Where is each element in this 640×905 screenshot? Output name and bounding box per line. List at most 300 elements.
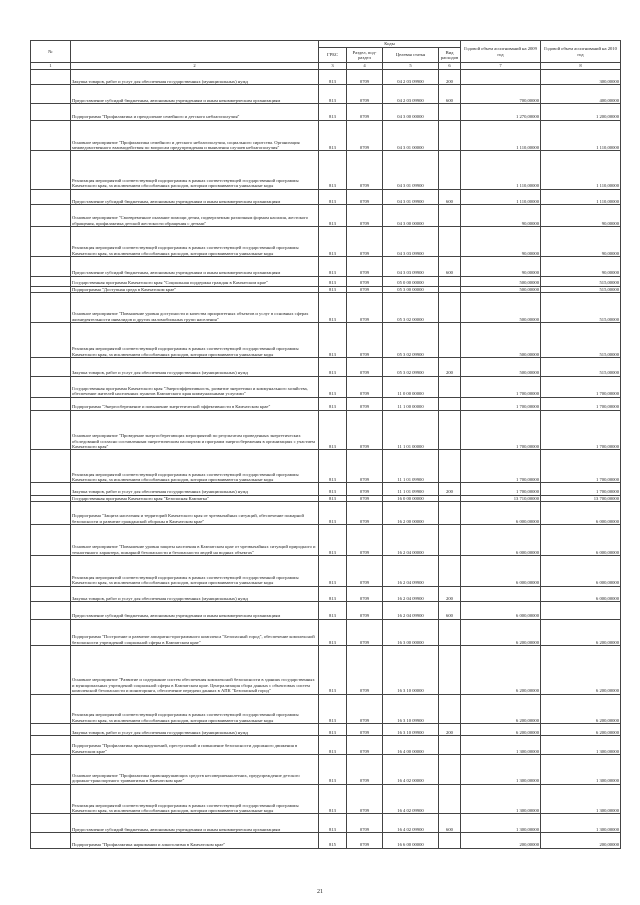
row-number-cell [31,70,71,85]
table-row [31,85,621,104]
row-sum-2010-cell: 1 110,00000 [541,151,621,190]
row-number-cell [31,619,71,645]
row-sum-2009-cell: 500,00000 [461,322,541,357]
row-section-cell: 0709 [347,189,383,204]
table-row [31,602,621,620]
table-row [31,784,621,814]
table-row [31,833,621,848]
row-sum-2009-cell: 700,00000 [461,85,541,104]
row-sum-2009-cell: 500,00000 [461,293,541,323]
row-section-cell: 0709 [347,602,383,620]
index-cell: 7 [461,63,541,70]
row-grbs-cell: 813 [319,376,347,397]
header-article: Целевая статья [383,48,439,63]
row-article-cell: 04 3 03 09900 [383,256,439,276]
row-grbs-cell: 813 [319,151,347,190]
row-article-cell: 11 1 00 00000 [383,397,439,410]
row-article-cell: 04 3 01 00000 [383,120,439,151]
row-sum-2009-cell: 1 300,00000 [461,755,541,785]
row-name-cell: Подпрограмма "Защита населения и территорий Камчатского края от чрезвычайных ситуаций, обеспечение пожарной безопасности и развитие гражданской обороны в Камчатском крае" [71,502,319,525]
table-row [31,376,621,397]
table-row [31,276,621,286]
row-sum-2009-cell: 1 700,00000 [461,410,541,450]
row-section-cell: 0709 [347,724,383,736]
row-article-cell: 04 2 03 09900 [383,70,439,85]
row-grbs-cell: 813 [319,189,347,204]
row-section-cell: 0709 [347,205,383,227]
row-number-cell [31,755,71,785]
row-sum-2009-cell: 6 000,00000 [461,602,541,620]
row-sum-2009-cell: 500,00000 [461,286,541,293]
row-number-cell [31,322,71,357]
row-section-cell: 0709 [347,586,383,601]
row-grbs-cell: 813 [319,120,347,151]
row-sum-2009-cell: 1 110,00000 [461,151,541,190]
row-name-cell: Предоставление субсидий бюджетным, автономным учреждениям и иным некоммерческим организациям [71,256,319,276]
row-grbs-cell: 813 [319,586,347,601]
row-article-cell: 11 1 01 09900 [383,450,439,483]
row-section-cell: 0709 [347,120,383,151]
row-article-cell: 04 2 03 09900 [383,85,439,104]
row-sum-2009-cell [461,586,541,601]
row-sum-2010-cell [541,602,621,620]
table-row [31,151,621,190]
row-number-cell [31,256,71,276]
row-exp-type-cell [439,736,461,755]
row-article-cell: 16 3 00 00000 [383,619,439,645]
row-sum-2009-cell: 90,00000 [461,256,541,276]
row-grbs-cell: 813 [319,410,347,450]
row-article-cell: 11 1 01 09900 [383,483,439,495]
row-grbs-cell: 813 [319,293,347,323]
row-grbs-cell: 813 [319,286,347,293]
row-sum-2010-cell: 1 700,00000 [541,397,621,410]
row-grbs-cell: 813 [319,276,347,286]
row-article-cell: 16 3 10 00000 [383,646,439,694]
index-cell: 3 [319,63,347,70]
row-grbs-cell: 813 [319,495,347,502]
table-row [31,525,621,556]
row-sum-2010-cell: 515,00000 [541,293,621,323]
row-section-cell: 0709 [347,151,383,190]
index-cell: 4 [347,63,383,70]
row-name-cell: Реализация мероприятий соответствующей подпрограммы в рамках соответствующей государственной программы Камчатского края, за исключением обособленных расходов, которым присваиваются уникальные коды [71,322,319,357]
row-section-cell: 0709 [347,502,383,525]
row-article-cell: 16 2 04 09900 [383,556,439,587]
row-exp-type-cell [439,286,461,293]
row-sum-2009-cell: 6 200,00000 [461,646,541,694]
row-section-cell: 0709 [347,646,383,694]
row-number-cell [31,151,71,190]
row-exp-type-cell: 600 [439,85,461,104]
row-grbs-cell: 813 [319,736,347,755]
table-row [31,70,621,85]
row-exp-type-cell: 200 [439,586,461,601]
row-number-cell [31,784,71,814]
row-section-cell: 0709 [347,70,383,85]
row-name-cell: Предоставление субсидий бюджетным, автономным учреждениям и иным некоммерческим организациям [71,814,319,833]
row-sum-2009-cell: 1 110,00000 [461,189,541,204]
table-row [31,736,621,755]
row-sum-2010-cell: 13 700,00000 [541,495,621,502]
row-sum-2010-cell: 1 300,00000 [541,755,621,785]
table-row [31,410,621,450]
row-exp-type-cell [439,694,461,724]
table-row [31,286,621,293]
row-sum-2010-cell: 300,00000 [541,70,621,85]
row-number-cell [31,376,71,397]
row-sum-2010-cell: 1 110,00000 [541,120,621,151]
row-sum-2010-cell: 6 200,00000 [541,646,621,694]
row-exp-type-cell [439,833,461,848]
header-codes-group: Коды [319,41,461,48]
row-number-cell [31,286,71,293]
row-name-cell: Реализация мероприятий соответствующей подпрограммы в рамках соответствующей государственной программы Камчатского края, за исключением обособленных расходов, которым присваиваются уникальные коды [71,450,319,483]
row-article-cell: 16 4 00 00000 [383,736,439,755]
row-section-cell: 0709 [347,358,383,377]
table-row [31,619,621,645]
row-article-cell: 05 3 00 00000 [383,286,439,293]
row-sum-2010-cell: 515,00000 [541,276,621,286]
row-sum-2010-cell: 1 700,00000 [541,376,621,397]
index-cell: 8 [541,63,621,70]
row-grbs-cell: 813 [319,85,347,104]
row-section-cell: 0709 [347,483,383,495]
row-exp-type-cell [439,502,461,525]
row-section-cell: 0709 [347,556,383,587]
row-name-cell: Основное мероприятие "Своевременное оказание помощи детям, подвергаемым различным формам насилия, жестокого обращения, профилактика детской жестокости обращения с детьми" [71,205,319,227]
table-row [31,586,621,601]
row-sum-2010-cell: 1 300,00000 [541,736,621,755]
row-grbs-cell: 813 [319,227,347,257]
row-grbs-cell: 813 [319,556,347,587]
row-grbs-cell: 813 [319,724,347,736]
index-cell: 5 [383,63,439,70]
row-section-cell: 0709 [347,755,383,785]
row-section-cell: 0709 [347,525,383,556]
row-exp-type-cell [439,322,461,357]
row-number-cell [31,276,71,286]
row-grbs-cell: 813 [319,104,347,121]
row-grbs-cell: 813 [319,619,347,645]
row-sum-2010-cell: 515,00000 [541,286,621,293]
row-name-cell: Закупка товаров, работ и услуг для обеспечения государственных (муниципальных) нужд [71,586,319,601]
row-number-cell [31,85,71,104]
row-article-cell: 05 3 02 09900 [383,358,439,377]
row-sum-2010-cell: 6 000,00000 [541,556,621,587]
row-number-cell [31,814,71,833]
row-grbs-cell: 813 [319,205,347,227]
row-article-cell: 16 3 10 09900 [383,694,439,724]
row-name-cell: Подпрограмма "Профилактика и преодоление семейного и детского неблагополучия" [71,104,319,121]
row-name-cell: Реализация мероприятий соответствующей подпрограммы в рамках соответствующей государственной программы Камчатского края, за исключением обособленных расходов, которым присваиваются уникальные коды [71,784,319,814]
row-grbs-cell: 813 [319,450,347,483]
table-row [31,694,621,724]
row-name-cell: Подпрограмма "Энергосбережение и повышение энергетической эффективности в Камчатском крае" [71,397,319,410]
row-section-cell: 0709 [347,450,383,483]
row-number-cell [31,502,71,525]
row-name-cell: Предоставление субсидий бюджетным, автономным учреждениям и иным некоммерческим организациям [71,602,319,620]
row-sum-2009-cell: 1 300,00000 [461,814,541,833]
table-row [31,502,621,525]
row-article-cell: 16 4 02 09900 [383,784,439,814]
row-sum-2009-cell: 500,00000 [461,276,541,286]
header-grbs: ГРБС [319,48,347,63]
row-section-cell: 0709 [347,293,383,323]
row-exp-type-cell: 600 [439,189,461,204]
row-sum-2010-cell: 1 300,00000 [541,814,621,833]
row-sum-2009-cell: 1 700,00000 [461,397,541,410]
index-cell: 1 [31,63,71,70]
row-article-cell: 05 3 02 09900 [383,322,439,357]
row-number-cell [31,293,71,323]
row-section-cell: 0709 [347,322,383,357]
row-name-cell: Государственная программа Камчатского края "Энергоэффективность, развитие энергетики и коммунального хозяйства, обеспечение жителей населенных пунктов Камчатского края коммунальными услугами" [71,376,319,397]
row-name-cell: Реализация мероприятий соответствующей подпрограммы в рамках соответствующей государственной программы Камчатского края, за исключением обособленных расходов, которым присваиваются уникальные коды [71,556,319,587]
row-number-cell [31,410,71,450]
row-exp-type-cell [439,397,461,410]
table-row [31,495,621,502]
row-sum-2009-cell: 6 200,00000 [461,724,541,736]
row-article-cell: 04 3 01 09900 [383,189,439,204]
row-sum-2010-cell: 90,00000 [541,227,621,257]
table-row [31,189,621,204]
row-exp-type-cell [439,205,461,227]
header-section: Раздел, под-раздел [347,48,383,63]
row-sum-2009-cell: 1 110,00000 [461,120,541,151]
row-name-cell: Закупка товаров, работ и услуг для обеспечения государственных (муниципальных) нужд [71,358,319,377]
row-exp-type-cell: 200 [439,358,461,377]
row-number-cell [31,525,71,556]
row-section-cell: 0709 [347,410,383,450]
row-section-cell: 0709 [347,227,383,257]
row-section-cell: 0709 [347,736,383,755]
row-number-cell [31,724,71,736]
row-grbs-cell: 813 [319,646,347,694]
header-sum-2009: Годовой объем ассигнований на 2009 год [461,41,541,63]
row-exp-type-cell: 600 [439,814,461,833]
row-grbs-cell: 813 [319,70,347,85]
row-grbs-cell: 813 [319,483,347,495]
row-grbs-cell: 813 [319,602,347,620]
row-section-cell: 0709 [347,694,383,724]
row-exp-type-cell [439,104,461,121]
row-sum-2009-cell: 1 700,00000 [461,376,541,397]
row-grbs-cell: 813 [319,256,347,276]
row-exp-type-cell [439,755,461,785]
row-exp-type-cell [439,293,461,323]
row-number-cell [31,483,71,495]
row-grbs-cell: 813 [319,397,347,410]
row-number-cell [31,104,71,121]
row-exp-type-cell [439,646,461,694]
row-sum-2010-cell: 400,00000 [541,85,621,104]
row-article-cell: 04 3 00 00000 [383,205,439,227]
row-article-cell: 16 0 00 00000 [383,495,439,502]
row-name-cell: Подпрограмма "Профилактика правонарушений, преступлений и повышение безопасности дорожного движения в Камчатском крае" [71,736,319,755]
table-row [31,814,621,833]
row-article-cell: 11 0 00 00000 [383,376,439,397]
row-exp-type-cell: 200 [439,483,461,495]
row-section-cell: 0709 [347,104,383,121]
row-sum-2009-cell: 1 700,00000 [461,483,541,495]
row-grbs-cell: 815 [319,833,347,848]
row-name-cell: Подпрограмма "Построение и развитие аппаратно-программного комплекса "Безопасный город", обеспечение комплексной безопасности учреждений социальной сферы в Камчатском крае" [71,619,319,645]
row-article-cell: 16 4 02 09900 [383,814,439,833]
row-exp-type-cell [439,619,461,645]
row-number-cell [31,227,71,257]
table-row [31,450,621,483]
row-sum-2010-cell: 90,00000 [541,256,621,276]
row-section-cell: 0709 [347,276,383,286]
row-article-cell: 16 3 10 09900 [383,724,439,736]
row-section-cell: 0709 [347,833,383,848]
row-sum-2010-cell: 1 200,00000 [541,104,621,121]
row-section-cell: 0709 [347,397,383,410]
row-section-cell: 0709 [347,376,383,397]
budget-table [30,40,621,849]
table-row [31,104,621,121]
row-name-cell: Реализация мероприятий соответствующей подпрограммы в рамках соответствующей государственной программы Камчатского края, за исключением обособленных расходов, которым присваиваются уникальные коды [71,694,319,724]
row-section-cell: 0709 [347,784,383,814]
row-number-cell [31,205,71,227]
row-article-cell: 16 4 02 00000 [383,755,439,785]
row-article-cell: 16 2 00 00000 [383,502,439,525]
row-sum-2010-cell: 6 000,00000 [541,502,621,525]
row-name-cell: Закупка товаров, работ и услуг для обеспечения государственных (муниципальных) нужд [71,70,319,85]
row-section-cell: 0709 [347,814,383,833]
row-sum-2009-cell: 6 000,00000 [461,502,541,525]
row-sum-2010-cell: 1 700,00000 [541,450,621,483]
row-number-cell [31,495,71,502]
row-sum-2010-cell: 1 700,00000 [541,410,621,450]
row-grbs-cell: 813 [319,525,347,556]
table-row [31,256,621,276]
row-sum-2010-cell: 6 200,00000 [541,694,621,724]
row-name-cell: Основное мероприятие "Повышение уровня защиты населения в Камчатском крае от чрезвычайных ситуаций природного и техногенного характера, пожарной безопасности и безопасности людей на водных объектах" [71,525,319,556]
row-name-cell: Основное мероприятие "Развитие и содержание систем обеспечения комплексной безопасности в зданиях государственных и муниципальных учреждений социальной сферы в Камчатском крае. Централизация сбора данных с объектовых систем комплексной безопасности и мониторинга, обеспечение передачи данных в АПК "Безопасный город" [71,646,319,694]
row-exp-type-cell [439,276,461,286]
row-sum-2009-cell: 6 000,00000 [461,556,541,587]
row-sum-2009-cell: 1 300,00000 [461,736,541,755]
row-name-cell: Подпрограмма "Профилактика наркомании и алкоголизма в Камчатском крае" [71,833,319,848]
table-row [31,646,621,694]
row-article-cell: 16 2 04 09900 [383,586,439,601]
row-name-cell: Государственная программа Камчатского края "Социальная поддержка граждан в Камчатском крае" [71,276,319,286]
row-grbs-cell: 813 [319,814,347,833]
row-name-cell: Предоставление субсидий бюджетным, автономным учреждениям и иным некоммерческим организациям [71,85,319,104]
row-name-cell: Реализация мероприятий соответствующей подпрограммы в рамках соответствующей государственной программы Камчатского края, за исключением обособленных расходов, которым присваиваются уникальные коды [71,227,319,257]
row-sum-2009-cell: 90,00000 [461,227,541,257]
row-grbs-cell: 813 [319,322,347,357]
row-name-cell: Основное мероприятие "Повышение уровня доступности и качества приоритетных объектов и услуг в основных сферах жизнедеятельности инвалидов и других маломобильных групп населения" [71,293,319,323]
table-row [31,227,621,257]
row-sum-2009-cell: 200,00000 [461,833,541,848]
row-name-cell: Подпрограмма "Доступная среда в Камчатском крае" [71,286,319,293]
table-row [31,358,621,377]
row-sum-2009-cell: 90,00000 [461,205,541,227]
row-exp-type-cell [439,556,461,587]
row-sum-2010-cell: 515,00000 [541,322,621,357]
row-name-cell: Предоставление субсидий бюджетным, автономным учреждениям и иным некоммерческим организациям [71,189,319,204]
row-grbs-cell: 813 [319,784,347,814]
header-num: № [31,41,71,63]
row-sum-2010-cell: 1 110,00000 [541,189,621,204]
header-index-row [31,63,621,70]
row-sum-2010-cell: 1 700,00000 [541,483,621,495]
row-exp-type-cell [439,495,461,502]
row-sum-2010-cell: 200,00000 [541,833,621,848]
row-sum-2009-cell [461,70,541,85]
header-exp-type: Вид расходов [439,48,461,63]
row-sum-2010-cell: 6 000,00000 [541,586,621,601]
row-name-cell: Закупка товаров, работ и услуг для обеспечения государственных (муниципальных) нужд [71,483,319,495]
row-article-cell: 16 6 00 00000 [383,833,439,848]
row-article-cell: 05 0 00 00000 [383,276,439,286]
row-grbs-cell: 813 [319,755,347,785]
row-exp-type-cell [439,227,461,257]
row-exp-type-cell: 600 [439,256,461,276]
row-sum-2010-cell: 90,00000 [541,205,621,227]
row-number-cell [31,397,71,410]
row-sum-2010-cell: 1 300,00000 [541,784,621,814]
row-exp-type-cell [439,410,461,450]
row-exp-type-cell [439,151,461,190]
row-article-cell: 05 3 02 00000 [383,293,439,323]
table-body [31,70,621,849]
row-sum-2010-cell: 6 200,00000 [541,724,621,736]
table-row [31,724,621,736]
table-row [31,483,621,495]
row-number-cell [31,450,71,483]
row-number-cell [31,120,71,151]
row-name-cell: Государственная программа Камчатского края "Безопасная Камчатка" [71,495,319,502]
row-number-cell [31,586,71,601]
index-cell: 2 [71,63,319,70]
row-grbs-cell: 813 [319,358,347,377]
row-section-cell: 0709 [347,256,383,276]
header-name [71,41,319,63]
table-row [31,322,621,357]
table-row [31,205,621,227]
row-sum-2009-cell: 6 200,00000 [461,619,541,645]
row-sum-2009-cell: 1 270,00000 [461,104,541,121]
row-name-cell: Основное мероприятие "Проведение энергосберегающих мероприятий по результатам проведенных энергетических обследований согласно составленным энергетическим паспортам и программ энергосбережения в организациях с участием Камчатского края" [71,410,319,450]
row-sum-2009-cell: 6 200,00000 [461,694,541,724]
row-section-cell: 0709 [347,85,383,104]
row-sum-2009-cell: 13 710,00000 [461,495,541,502]
row-section-cell: 0709 [347,286,383,293]
row-exp-type-cell [439,450,461,483]
row-number-cell [31,833,71,848]
row-name-cell: Закупка товаров, работ и услуг для обеспечения государственных (муниципальных) нужд [71,724,319,736]
row-name-cell: Основное мероприятие "Профилактика семейного и детского неблагополучия, социального сиротства. Организация межведомственного взаимодействия по вопросам предупреждения и выявления случаев неблагополучия" [71,120,319,151]
row-exp-type-cell [439,784,461,814]
row-exp-type-cell: 200 [439,724,461,736]
table-row [31,556,621,587]
row-exp-type-cell [439,525,461,556]
index-cell: 6 [439,63,461,70]
row-sum-2010-cell: 6 000,00000 [541,525,621,556]
row-exp-type-cell [439,120,461,151]
row-number-cell [31,556,71,587]
row-number-cell [31,358,71,377]
row-exp-type-cell [439,376,461,397]
row-article-cell: 04 3 00 00000 [383,104,439,121]
row-number-cell [31,736,71,755]
row-section-cell: 0709 [347,619,383,645]
row-sum-2009-cell: 500,00000 [461,358,541,377]
